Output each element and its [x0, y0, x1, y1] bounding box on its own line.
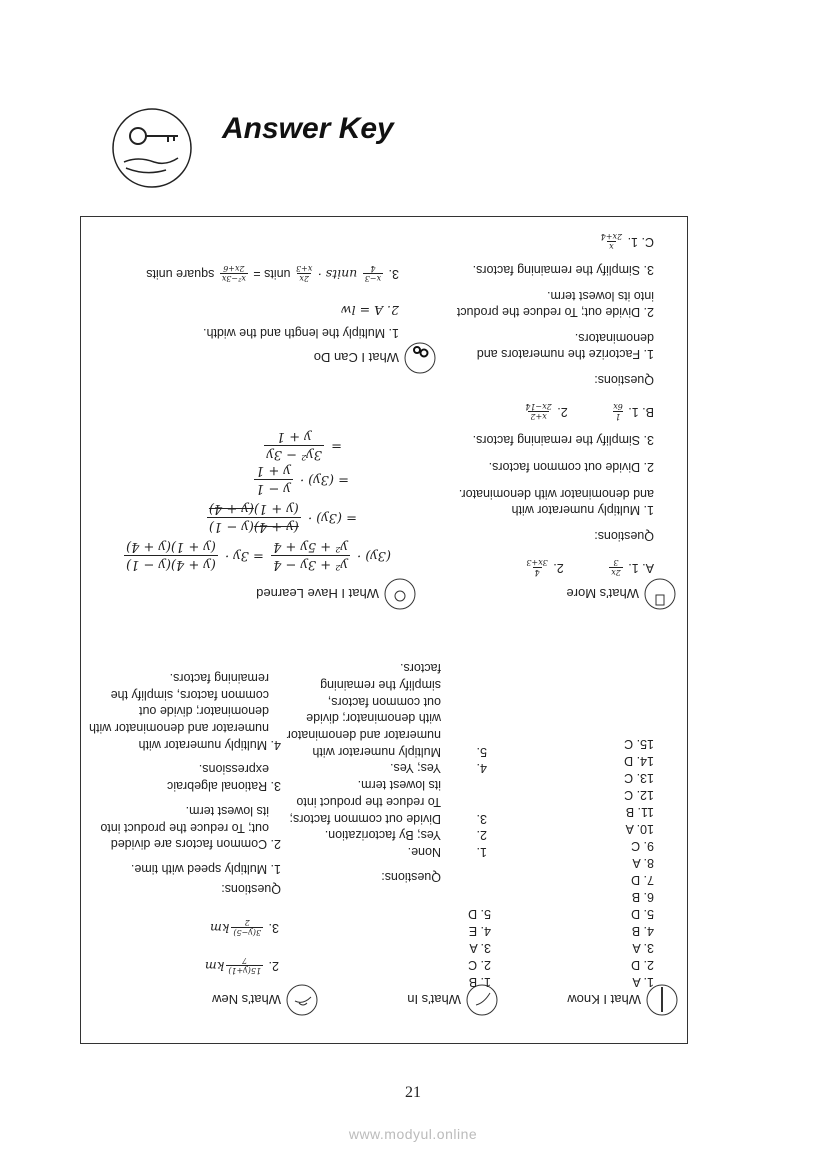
- whats-more-c-answers: [599, 232, 654, 251]
- answer-text: 1. Multiply the length and the width.: [203, 326, 399, 340]
- answer-item: 5. D: [631, 907, 654, 921]
- answer-item: 2. C: [468, 958, 491, 972]
- questions-label: Questions:: [221, 882, 281, 896]
- section-heading: What's More: [566, 586, 639, 602]
- answer-item: 3. A: [632, 941, 654, 955]
- answer-text: Yes; Yes.: [390, 761, 441, 776]
- question-number: 1.: [476, 845, 487, 859]
- answer-item: 11. B: [625, 805, 654, 819]
- answer-text: 3. Rational algebraic: [167, 779, 281, 794]
- questions-label: Questions:: [594, 529, 654, 543]
- page-title: Answer Key: [222, 112, 394, 145]
- answer-text: 3. Simplify the remaining factors.: [472, 433, 654, 447]
- section-heading: What I Know: [567, 992, 641, 1008]
- answer-text: out common factors,: [327, 694, 441, 709]
- what-i-can-do-header: [314, 341, 437, 375]
- label: B. 1.: [628, 405, 654, 420]
- fraction: 4 3x+3: [526, 558, 548, 577]
- answer-item: 12. C: [624, 788, 654, 802]
- answer-text: into its lowest term.: [547, 289, 654, 303]
- label: A. 1.: [628, 561, 654, 576]
- leaf-hand-icon: [285, 983, 319, 1017]
- section-heading: What's In: [407, 992, 461, 1008]
- tool-hand-icon: [643, 577, 677, 611]
- answer-text: 3. Simplify the remaining factors.: [472, 263, 654, 277]
- answer-text: and denominator with denominator.: [458, 487, 654, 501]
- answer-text: denominators.: [574, 331, 654, 345]
- label: C. 1.: [627, 235, 654, 250]
- answer-item: 13. C: [624, 771, 654, 785]
- fraction: x+2 2x−14: [525, 402, 552, 421]
- answer-text: 1. Multiply numerator with: [511, 503, 654, 517]
- answer-text: 2. Divide out; To reduce the product: [456, 305, 654, 319]
- label: 2.: [553, 561, 564, 576]
- answer-text: numerator and denominator: [286, 728, 441, 743]
- what-i-know-header: [567, 983, 679, 1017]
- answer-item: 4. E: [468, 924, 491, 938]
- equation-line-3: = (3y) · y − 1 y + 1: [256, 463, 349, 496]
- fraction: x 2x+4: [600, 232, 623, 251]
- answer-item: 3. A: [469, 941, 491, 955]
- answer-text: simplify the remaining: [320, 678, 441, 692]
- answer-item: 2. 15(y+1) 7 km: [204, 956, 279, 975]
- equation-line-2: = (3y) · (y + 4)(y − 1) (y + 1)(y + 4): [208, 501, 357, 534]
- gears-icon: [403, 341, 437, 375]
- equation-line-4: = 3y² − 3y y + 1: [266, 429, 342, 462]
- answer-item: 8. A: [632, 856, 654, 870]
- answer-text: None.: [407, 845, 441, 859]
- answer-text: Multiply numerator with: [312, 744, 441, 759]
- answer-item: 2. D: [631, 958, 654, 972]
- answer-item: 7. D: [631, 873, 654, 887]
- answer-text: To reduce the product into: [296, 794, 441, 809]
- answer-text: 1. Factorize the numerators and: [476, 347, 654, 361]
- answer-item: 1. A: [632, 975, 654, 989]
- answer-text: 2. A = lw: [340, 303, 399, 318]
- answer-item: 6. B: [631, 890, 654, 904]
- answer-text: remaining factors.: [169, 671, 269, 685]
- answer-text: 4. Multiply numerator with: [138, 737, 281, 752]
- page-number: 21: [405, 1084, 421, 1101]
- question-number: 2.: [476, 828, 487, 843]
- answer-text: expressions.: [198, 762, 269, 777]
- section-heading: What I Can Do: [313, 350, 399, 366]
- answer-text: 2. Common factors are divided: [110, 837, 281, 852]
- answer-item: 3. 3(y−5) 2 km: [209, 918, 279, 937]
- answer-text: factors.: [400, 661, 441, 676]
- answer-text: with denominator; divide: [306, 711, 441, 726]
- answer-text: denominator; divide out: [139, 704, 269, 719]
- answer-text: its lowest term.: [185, 803, 269, 818]
- section-heading: What I Have Learned: [256, 586, 379, 602]
- questions-label: Questions:: [594, 373, 654, 387]
- answer-item: 9. C: [631, 839, 654, 853]
- answer-formula: 3. x−3 4 units · 2x x+3 units = x²−3x 2x+6 square units: [146, 264, 399, 283]
- answer-text: 1. Multiply speed with time.: [130, 862, 281, 876]
- label: 2.: [557, 405, 568, 420]
- question-number: 3.: [476, 811, 487, 826]
- question-number: 4.: [476, 761, 487, 776]
- what-i-have-learned-header: [256, 577, 417, 611]
- section-heading: What's New: [212, 992, 281, 1008]
- answer-item: 5. D: [468, 907, 491, 921]
- answer-text: Yes; By factorization.: [324, 828, 441, 843]
- question-number: 5.: [476, 744, 487, 759]
- questions-label: Questions:: [381, 870, 441, 884]
- fraction: 1 6x: [613, 402, 623, 421]
- answer-item: 4. B: [631, 924, 654, 938]
- answer-text: Divide out common factors;: [289, 811, 441, 826]
- answer-item: 15. C: [624, 737, 654, 751]
- whats-more-a-answers: [524, 558, 654, 577]
- answer-text: its lowest term.: [357, 778, 441, 793]
- key-in-hand-icon: [110, 106, 194, 190]
- watermark: www.modyul.online: [348, 1126, 478, 1142]
- fraction: 2x 3: [611, 558, 621, 577]
- whats-more-header: [566, 577, 677, 611]
- answer-text: out; To reduce the product into: [100, 820, 269, 835]
- answer-item: 14. D: [624, 754, 654, 768]
- equation-line-1: (3y) · y² + 3y − 4 y² + 5y + 4 = 3y · (y + 4)(y − 1) (y + 1)(y + 4): [126, 539, 391, 572]
- answer-item: 1. B: [468, 975, 491, 989]
- whats-new-header: [212, 983, 319, 1017]
- answer-text: 2. Divide out common factors.: [488, 460, 654, 474]
- answer-key-box: [80, 216, 688, 1044]
- answer-item: 10. A: [625, 822, 654, 836]
- answer-text: common factors, simplify the: [110, 687, 269, 702]
- lightbulb-icon: [383, 577, 417, 611]
- answer-text: numerator and denominator with: [89, 721, 269, 736]
- whats-more-b-answers: [523, 402, 654, 421]
